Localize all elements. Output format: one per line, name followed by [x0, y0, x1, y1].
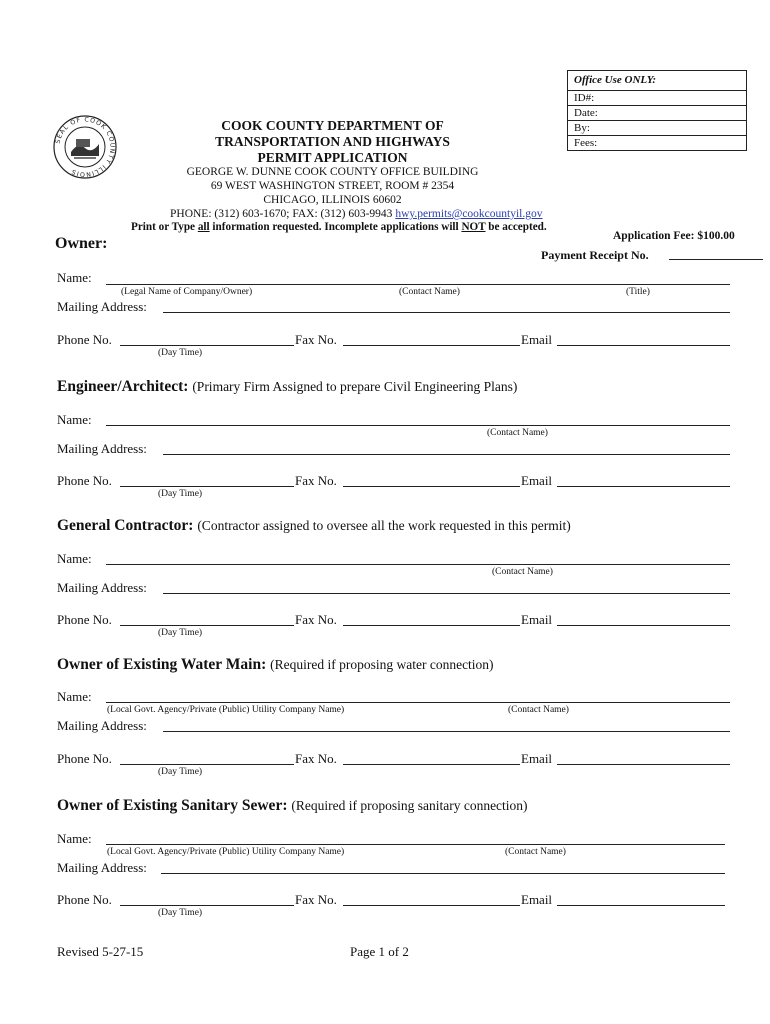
sewer-email-field[interactable]	[557, 905, 725, 906]
contractor-fax-label: Fax No.	[295, 612, 337, 627]
engineer-mailing-field[interactable]	[163, 454, 730, 455]
contractor-section-heading	[57, 517, 571, 535]
sewer-name-label: Name:	[57, 831, 92, 846]
instructions-not: NOT	[461, 221, 486, 233]
water-main-section-heading	[57, 656, 494, 674]
office-use-fees[interactable]: Fees:	[574, 137, 598, 149]
owner-sub-contact: (Contact Name)	[399, 287, 460, 297]
water-main-section-desc: (Required if proposing water connection)	[270, 657, 494, 672]
sewer-fax-field[interactable]	[343, 905, 520, 906]
contractor-phone-field[interactable]	[120, 625, 294, 626]
owner-phone-label: Phone No.	[57, 332, 112, 347]
engineer-name-label: Name:	[57, 412, 92, 427]
engineer-fax-field[interactable]	[343, 486, 520, 487]
sewer-fax-label: Fax No.	[295, 892, 337, 907]
office-use-title: Office Use ONLY:	[568, 71, 746, 91]
header-title-line3: PERMIT APPLICATION	[257, 150, 408, 165]
contractor-mailing-field[interactable]	[163, 593, 730, 594]
application-fee: Application Fee: $100.00	[613, 230, 735, 242]
owner-fax-field[interactable]	[343, 345, 520, 346]
engineer-section-title: Engineer/Architect:	[57, 378, 189, 395]
contractor-name-field[interactable]	[106, 564, 730, 565]
contractor-sub-contact: (Contact Name)	[492, 567, 553, 577]
water-main-name-label: Name:	[57, 689, 92, 704]
sewer-mailing-label: Mailing Address:	[57, 860, 147, 875]
owner-email-field[interactable]	[557, 345, 730, 346]
sewer-section-heading	[57, 797, 528, 815]
contractor-fax-field[interactable]	[343, 625, 520, 626]
sewer-sub-contact: (Contact Name)	[505, 847, 566, 857]
engineer-sub-contact: (Contact Name)	[487, 428, 548, 438]
payment-receipt-field[interactable]	[669, 259, 763, 260]
engineer-mailing-label: Mailing Address:	[57, 441, 147, 456]
water-main-email-field[interactable]	[557, 764, 730, 765]
water-main-email-label: Email	[521, 751, 553, 766]
page-number: Page 1 of 2	[350, 944, 409, 959]
owner-fax-label: Fax No.	[295, 332, 337, 347]
water-main-mailing-field[interactable]	[163, 731, 730, 732]
water-main-section-title: Owner of Existing Water Main:	[57, 656, 267, 673]
sewer-email-label: Email	[521, 892, 553, 907]
owner-name-label: Name:	[57, 270, 92, 285]
sewer-name-field[interactable]	[106, 844, 725, 845]
engineer-section-desc: (Primary Firm Assigned to prepare Civil Engineering Plans)	[192, 379, 518, 394]
water-main-phone-field[interactable]	[120, 764, 294, 765]
contractor-email-label: Email	[521, 612, 553, 627]
header-phone-fax: PHONE: (312) 603-1670; FAX: (312) 603-9943	[170, 208, 393, 220]
instructions-all: all	[197, 221, 210, 233]
office-use-id[interactable]: ID#:	[568, 91, 746, 106]
contractor-phone-label: Phone No.	[57, 612, 112, 627]
owner-mailing-field[interactable]	[163, 312, 730, 313]
water-main-name-field[interactable]	[106, 702, 730, 703]
owner-sub-legal-name: (Legal Name of Company/Owner)	[121, 287, 253, 297]
engineer-section-heading	[57, 378, 517, 396]
contractor-section-title: General Contractor:	[57, 517, 194, 534]
contractor-email-field[interactable]	[557, 625, 730, 626]
header-title-line2: TRANSPORTATION AND HIGHWAYS	[215, 134, 450, 149]
contractor-mailing-label: Mailing Address:	[57, 580, 147, 595]
header-title-line1: COOK COUNTY DEPARTMENT OF	[221, 118, 444, 133]
water-main-sub-daytime: (Day Time)	[158, 767, 203, 777]
owner-sub-title: (Title)	[626, 287, 650, 297]
instructions-line	[131, 221, 547, 233]
header-address-line3: CHICAGO, ILLINOIS 60602	[263, 194, 402, 206]
office-use-date[interactable]: Date:	[568, 106, 746, 121]
instructions-mid: information requested. Incomplete applications will	[209, 221, 462, 233]
owner-phone-field[interactable]	[120, 345, 294, 346]
engineer-email-field[interactable]	[557, 486, 730, 487]
engineer-email-label: Email	[521, 473, 553, 488]
owner-sub-daytime: (Day Time)	[158, 348, 203, 358]
engineer-fax-label: Fax No.	[295, 473, 337, 488]
engineer-phone-field[interactable]	[120, 486, 294, 487]
water-main-mailing-label: Mailing Address:	[57, 718, 147, 733]
water-main-fax-field[interactable]	[343, 764, 520, 765]
water-main-sub-agency: (Local Govt. Agency/Private (Public) Utility Company Name)	[107, 705, 345, 715]
payment-receipt-label: Payment Receipt No.	[541, 248, 649, 262]
engineer-sub-daytime: (Day Time)	[158, 489, 203, 499]
contractor-section-desc: (Contractor assigned to oversee all the work requested in this permit)	[197, 518, 571, 533]
engineer-name-field[interactable]	[106, 425, 730, 426]
water-main-phone-label: Phone No.	[57, 751, 112, 766]
sewer-phone-label: Phone No.	[57, 892, 112, 907]
contractor-sub-daytime: (Day Time)	[158, 628, 203, 638]
water-main-sub-contact: (Contact Name)	[508, 705, 569, 715]
owner-email-label: Email	[521, 332, 553, 347]
sewer-section-title: Owner of Existing Sanitary Sewer:	[57, 797, 288, 814]
water-main-fax-label: Fax No.	[295, 751, 337, 766]
header-address-line2: 69 WEST WASHINGTON STREET, ROOM # 2354	[210, 180, 455, 192]
sewer-section-desc: (Required if proposing sanitary connection)	[291, 798, 528, 813]
owner-name-field[interactable]	[106, 284, 730, 285]
sewer-mailing-field[interactable]	[161, 873, 725, 874]
instructions-prefix: Print or Type	[131, 221, 198, 233]
contractor-name-label: Name:	[57, 551, 92, 566]
header-email-link[interactable]: hwy.permits@cookcountyil.gov	[395, 208, 543, 220]
owner-mailing-label: Mailing Address:	[57, 299, 147, 314]
header-address-line1: GEORGE W. DUNNE COOK COUNTY OFFICE BUILDING	[186, 166, 479, 178]
sewer-sub-agency: (Local Govt. Agency/Private (Public) Utility Company Name)	[107, 847, 345, 857]
revised-date: Revised 5-27-15	[57, 944, 144, 959]
instructions-suffix: be accepted.	[485, 221, 547, 233]
owner-section-label: Owner:	[55, 235, 108, 252]
office-use-box	[567, 70, 747, 151]
header-contact-line	[170, 208, 543, 220]
sewer-sub-daytime: (Day Time)	[158, 908, 203, 918]
sewer-phone-field[interactable]	[120, 905, 294, 906]
county-seal-icon	[52, 114, 118, 180]
office-use-by[interactable]: By:	[568, 121, 746, 136]
svg-text:SEAL OF COOK COUNTY ILLINOIS: SEAL OF COOK COUNTY ILLINOIS	[54, 116, 116, 178]
engineer-phone-label: Phone No.	[57, 473, 112, 488]
